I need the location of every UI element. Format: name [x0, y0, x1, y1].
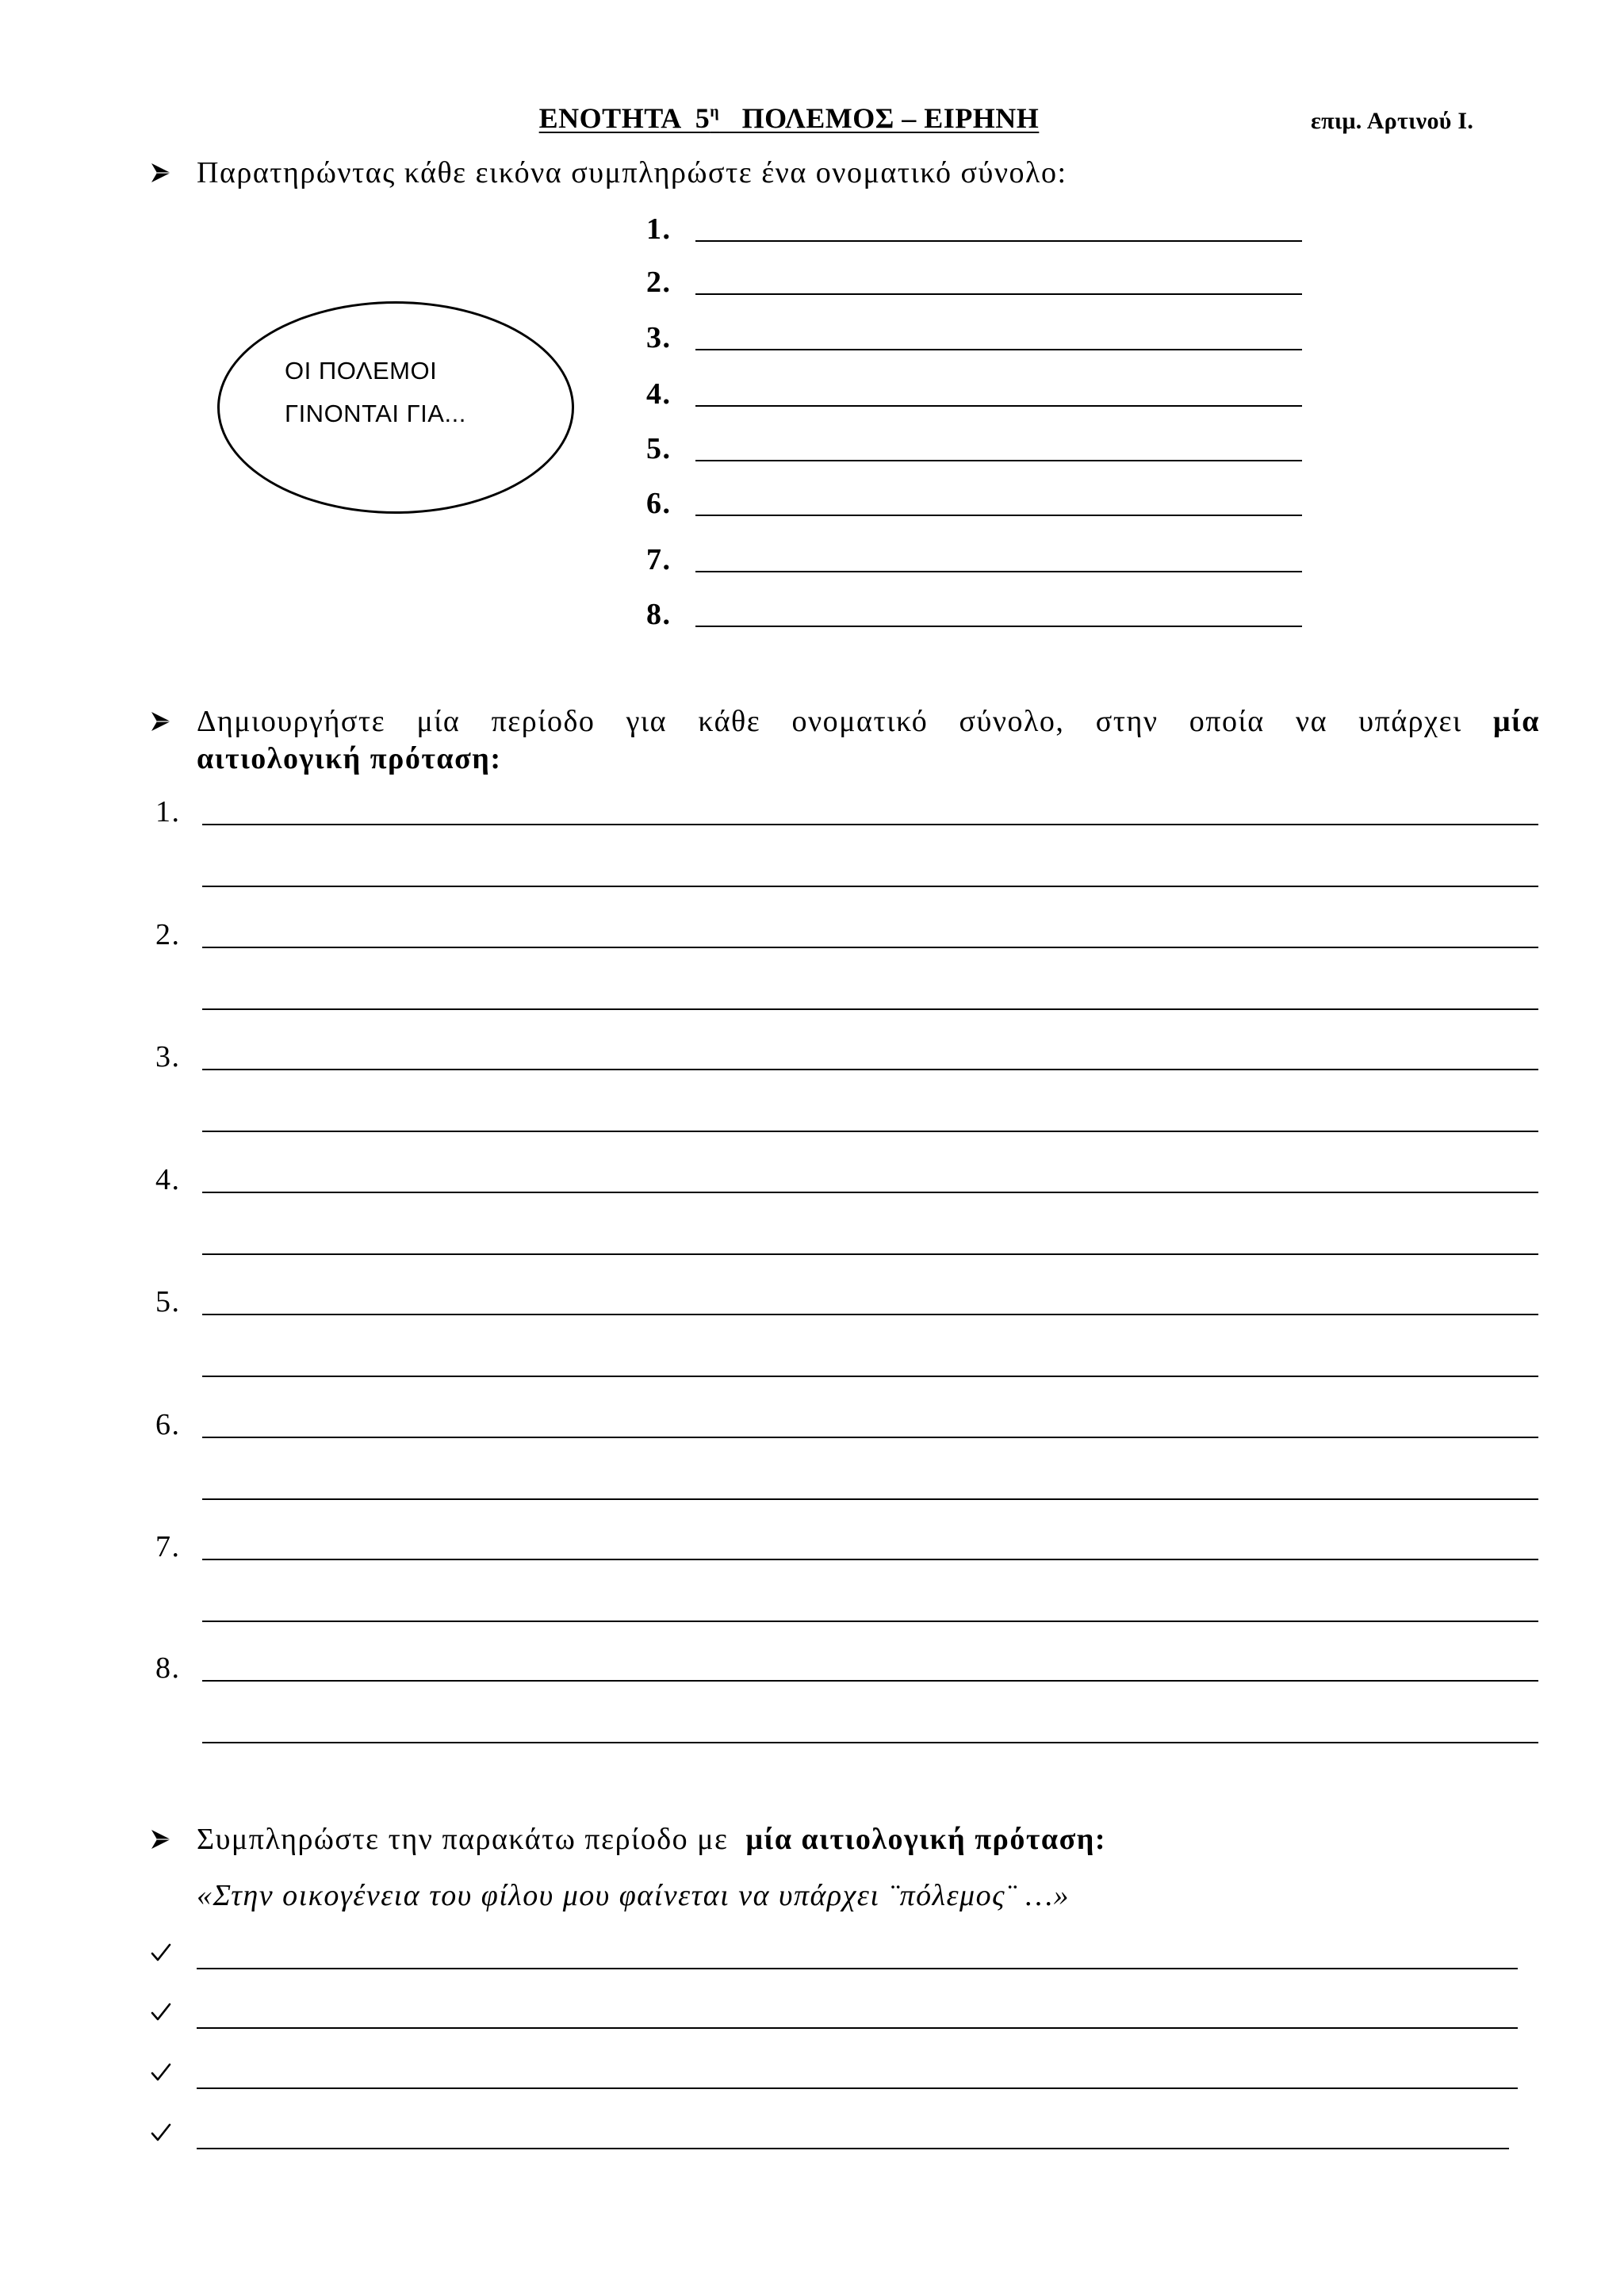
item-number: 3.: [646, 321, 672, 354]
noun-phrase-row: [0, 542, 1624, 577]
noun-phrase-row: [0, 212, 1624, 247]
answer-line: [202, 1742, 1538, 1743]
title-topic: ΠΟΛΕΜΟΣ – ΕΙΡΗΝΗ: [719, 102, 1040, 134]
answer-line: [202, 1680, 1538, 1682]
title-unit: ΕΝΟΤΗΤΑ 5: [538, 102, 710, 134]
bubble-line-2: ΓΙΝΟΝΤΑΙ ΓΙΑ...: [285, 400, 466, 427]
arrowhead-bullet-icon: [151, 163, 171, 183]
item-number: 1.: [155, 795, 181, 828]
exercise1-instruction: [0, 155, 1624, 190]
sentence-row: [0, 1529, 1624, 1632]
item-number: 2.: [155, 918, 181, 951]
checkmark-answer-row: [0, 2055, 1624, 2095]
answer-line: [695, 293, 1302, 295]
answer-line: [695, 626, 1302, 627]
exercise3-instruction-text: Συμπληρώστε την παρακάτω περίοδο με: [197, 1823, 729, 1856]
checkmark-icon: [151, 2062, 171, 2083]
answer-line: [202, 1008, 1538, 1010]
exercise2-instruction-line-1: [197, 704, 1540, 739]
answer-line: [202, 1131, 1538, 1132]
checkmark-icon: [151, 2002, 171, 2022]
checkmark-answer-row: [0, 1935, 1624, 1975]
checkmark-icon: [151, 1942, 171, 1963]
item-number: 8.: [155, 1651, 181, 1685]
answer-line: [202, 1437, 1538, 1438]
bubble-line-1: ΟΙ ΠΟΛΕΜΟΙ: [285, 357, 438, 385]
page-title: [396, 101, 1182, 136]
item-number: 7.: [155, 1530, 181, 1563]
exercise2-instruction: [0, 704, 1624, 739]
sentence-row: [0, 1284, 1624, 1387]
exercise2-instruction-text: Δημιουργήστε μία περίοδο για κάθε ονοματικό σύνολο, στην οποία να υπάρχει: [197, 705, 1462, 738]
exercise2-instruction-line-2: [197, 741, 1540, 776]
sentence-row: [0, 1407, 1624, 1510]
answer-line: [695, 349, 1302, 350]
answer-line: [197, 2087, 1518, 2089]
answer-line: [202, 886, 1538, 887]
item-number: 4.: [646, 377, 672, 411]
answer-line: [202, 947, 1538, 948]
item-number: 6.: [646, 487, 672, 520]
sentence-row: [0, 917, 1624, 1020]
page-title-text: [539, 102, 1040, 134]
item-number: 8.: [646, 598, 672, 631]
exercise3-instruction-line: [197, 1822, 1106, 1857]
item-number: 4.: [155, 1163, 181, 1196]
arrowhead-bullet-icon: [151, 711, 171, 732]
answer-line: [695, 571, 1302, 572]
answer-line: [695, 460, 1302, 461]
item-number: 2.: [646, 266, 672, 299]
answer-line: [695, 405, 1302, 407]
exercise2-instruction-bold-end: αιτιολογική πρόταση:: [197, 742, 502, 775]
answer-line: [202, 1253, 1538, 1255]
answer-line: [202, 1621, 1538, 1622]
sentence-row: [0, 794, 1624, 897]
item-number: 7.: [646, 543, 672, 576]
answer-line: [197, 2027, 1518, 2029]
noun-phrase-row: [0, 377, 1624, 411]
item-number: 6.: [155, 1408, 181, 1441]
noun-phrase-row: [0, 486, 1624, 521]
answer-line: [695, 240, 1302, 242]
noun-phrase-row: [0, 597, 1624, 632]
exercise3-instruction-bold: μία αιτιολογική πρόταση:: [745, 1823, 1107, 1856]
item-number: 5.: [646, 432, 672, 465]
quoted-sentence: «Στην οικογένεια του φίλου μου φαίνεται να υπάρχει ¨πόλεμος¨ …»: [197, 1879, 1070, 1912]
answer-line: [202, 1314, 1538, 1315]
title-superscript: η: [710, 103, 720, 121]
checkmark-answer-row: [0, 2115, 1624, 2155]
exercise3-instruction: [0, 1822, 1624, 1857]
answer-line: [197, 1968, 1518, 1969]
item-number: 5.: [155, 1285, 181, 1318]
noun-phrase-row: [0, 320, 1624, 355]
checkmark-answer-row: [0, 1995, 1624, 2034]
answer-line: [202, 1069, 1538, 1070]
answer-line: [197, 2148, 1509, 2149]
answer-line: [202, 1192, 1538, 1193]
noun-phrase-row: [0, 265, 1624, 300]
arrowhead-bullet-icon: [151, 1829, 171, 1850]
answer-line: [695, 515, 1302, 516]
exercise1-instruction-text: Παρατηρώντας κάθε εικόνα συμπληρώστε ένα ονοματικό σύνολο:: [197, 156, 1067, 189]
item-number: 3.: [155, 1040, 181, 1073]
checkmark-icon: [151, 2122, 171, 2143]
noun-phrase-row: [0, 431, 1624, 466]
answer-line: [202, 1559, 1538, 1560]
sentence-row: [0, 1651, 1624, 1754]
exercise2-instruction-bold: μία: [1492, 705, 1541, 738]
author-credit: επιμ. Αρτινού Ι.: [1311, 108, 1474, 134]
sentence-row: [0, 1162, 1624, 1265]
answer-line: [202, 1498, 1538, 1500]
answer-line: [202, 1376, 1538, 1377]
sentence-row: [0, 1039, 1624, 1142]
answer-line: [202, 824, 1538, 825]
item-number: 1.: [646, 212, 672, 246]
